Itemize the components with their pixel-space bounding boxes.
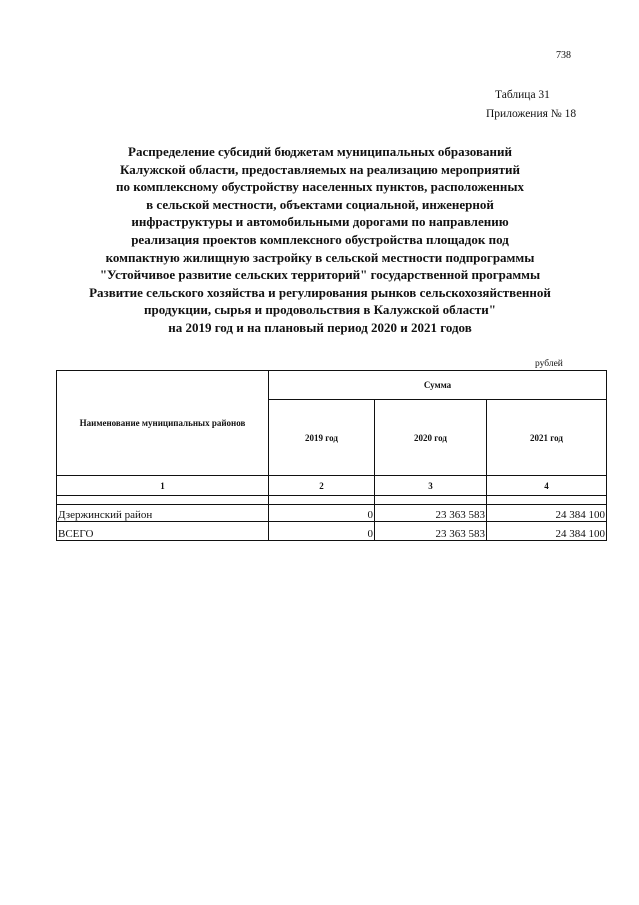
title-line: Развитие сельского хозяйства и регулирования рынков сельскохозяйственной [89, 284, 551, 300]
header-year-2020: 2020 год [375, 400, 487, 476]
spacer-cell [269, 496, 375, 505]
appendix-reference: Приложения № 18 [486, 108, 577, 120]
spacer-cell [487, 496, 607, 505]
title-line: Калужской области, предоставляемых на реализацию мероприятий [119, 161, 521, 177]
value-2019: 0 [269, 505, 375, 522]
title-line: продукции, сырья и продовольствия в Калужской области" [143, 302, 497, 318]
column-number: 4 [487, 476, 607, 496]
header-year-2019: 2019 год [269, 400, 375, 476]
title-line: Распределение субсидий бюджетам муниципальных образований [128, 144, 512, 159]
total-label: ВСЕГО [57, 522, 269, 541]
total-2019: 0 [269, 522, 375, 541]
title-line: в сельской местности, объектами социальной, инженерной [146, 196, 494, 212]
header-row-sum [57, 371, 607, 400]
title-line: реализация проектов комплексного обустройства площадок под [131, 231, 509, 247]
header-year-2021: 2021 год [487, 400, 607, 476]
table-reference: Таблица 31 [495, 89, 550, 101]
table-row [57, 505, 607, 522]
district-name: Дзержинский район [57, 505, 269, 522]
value-2021: 24 384 100 [487, 505, 607, 522]
document-title [40, 143, 600, 337]
page-number: 738 [556, 50, 571, 61]
total-row [57, 522, 607, 541]
column-number-row [57, 476, 607, 496]
column-number: 3 [375, 476, 487, 496]
title-line: инфраструктуры и автомобильными дорогами по направлению [131, 214, 509, 230]
title-line: на 2019 год и на плановый период 2020 и 2021 годов [168, 319, 472, 335]
currency-unit: рублей [535, 359, 563, 369]
header-sum: Сумма [269, 371, 607, 400]
spacer-row [57, 496, 607, 505]
title-line: по комплексному обустройству населенных пунктов, расположенных [115, 179, 525, 195]
total-2020: 23 363 583 [375, 522, 487, 541]
spacer-cell [57, 496, 269, 505]
title-line: "Устойчивое развитие сельских территорий" государственной программы [99, 267, 541, 283]
subsidy-table [56, 370, 607, 541]
value-2020: 23 363 583 [375, 505, 487, 522]
spacer-cell [375, 496, 487, 505]
column-number: 1 [57, 476, 269, 496]
column-number: 2 [269, 476, 375, 496]
title-line: компактную жилищную застройку в сельской местности подпрограммы [105, 249, 535, 265]
header-district-name: Наименование муниципальных районов [57, 371, 269, 476]
total-2021: 24 384 100 [487, 522, 607, 541]
